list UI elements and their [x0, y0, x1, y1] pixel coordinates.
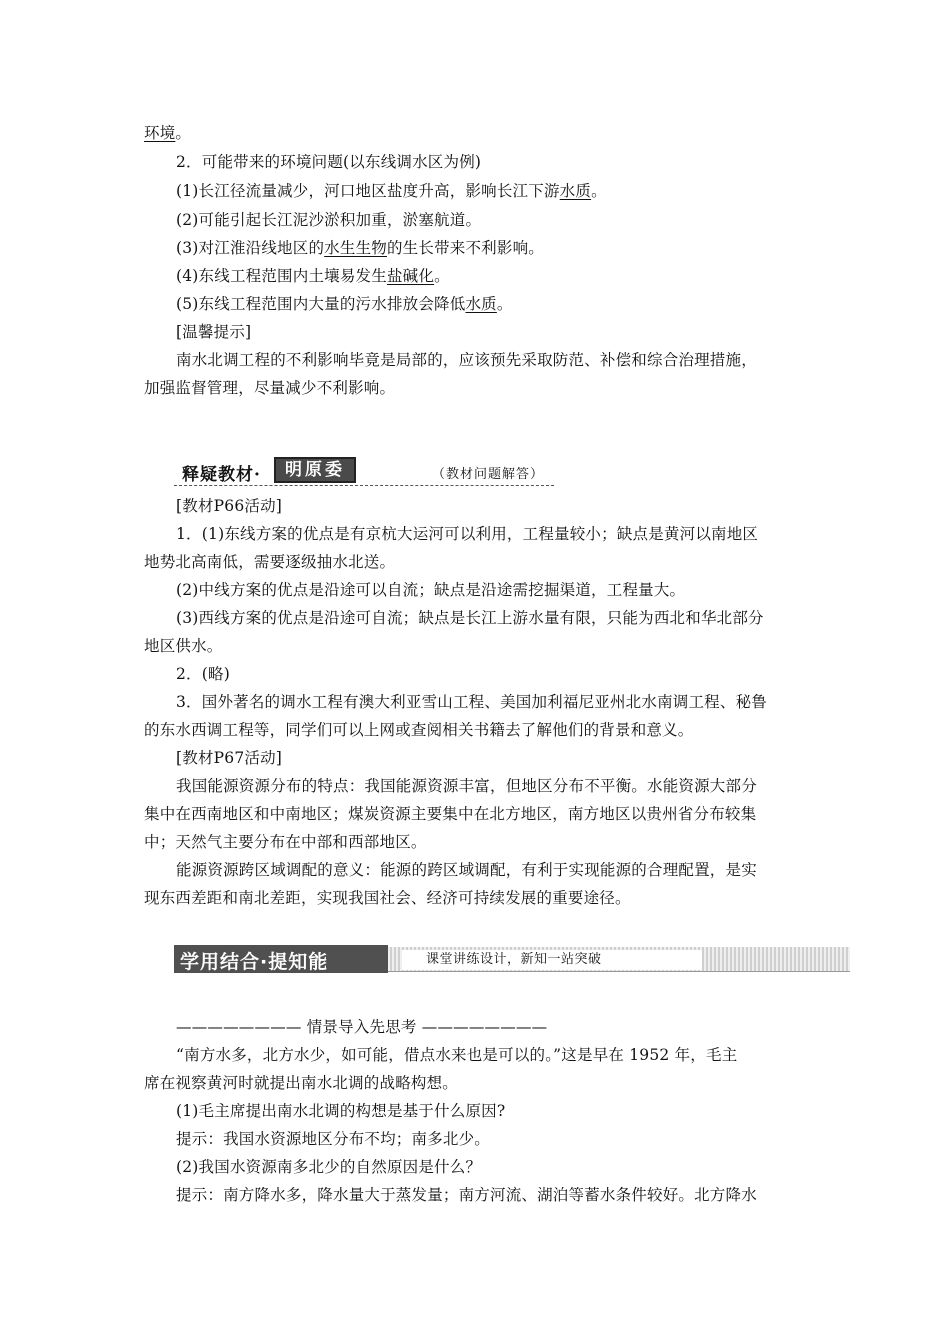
- paragraph-line: (2)中线方案的优点是沿途可以自流；缺点是沿途需挖掘渠道，工程量大。: [176, 581, 686, 599]
- divider-heading: ———————— 情景导入先思考 ————————: [176, 1018, 548, 1036]
- paragraph-line: 的东水西调工程等，同学们可以上网或查阅相关书籍去了解他们的背景和意义。: [144, 721, 694, 739]
- section-title: 2．可能带来的环境问题(以东线调水区为例): [176, 153, 482, 171]
- paragraph-line: 中；天然气主要分布在中部和西部地区。: [144, 833, 427, 851]
- paragraph-line: 3．国外著名的调水工程有澳大利亚雪山工程、美国加利福尼亚州北水南调工程、秘鲁: [176, 693, 767, 711]
- list-item: (2)可能引起长江泥沙淤积加重，淤塞航道。: [176, 211, 482, 229]
- hint: 提示：南方降水多，降水量大于蒸发量；南方河流、湖泊等蓄水条件较好。北方降水: [176, 1186, 757, 1204]
- section-header-explain: [174, 455, 554, 487]
- list-item: (1)长江径流量减少，河口地区盐度升高，影响长江下游水质。: [176, 182, 607, 200]
- paragraph-line: 南水北调工程的不利影响毕竟是局部的，应该预先采取防范、补偿和综合治理措施，: [176, 351, 757, 369]
- tip-label: [温馨提示]: [176, 323, 252, 341]
- underlined-term: 环境: [144, 124, 176, 142]
- paragraph-line: 能源资源跨区域调配的意义：能源的跨区域调配，有利于实现能源的合理配置，是实: [176, 861, 757, 879]
- dashed-divider: [174, 485, 554, 486]
- paragraph-line: (3)西线方案的优点是沿途可自流；缺点是长江上游水量有限，只能为西北和华北部分: [176, 609, 764, 627]
- question: (1)毛主席提出南水北调的构想是基于什么原因?: [176, 1102, 506, 1120]
- paragraph-line: 现东西差距和南北差距，实现我国社会、经济可持续发展的重要途径。: [144, 889, 631, 907]
- header-subtitle: （教材问题解答）: [432, 467, 545, 482]
- paragraph-line: 加强监督管理，尽量减少不利影响。: [144, 379, 396, 397]
- paragraph-line: 1．(1)东线方案的优点是有京杭大运河可以利用，工程量较小；缺点是黄河以南地区: [176, 525, 759, 543]
- paragraph-line: 2．(略): [176, 665, 230, 683]
- paragraph-line: “南方水多，北方水少，如可能，借点水来也是可以的。”这是早在 1952 年，毛主: [176, 1046, 738, 1064]
- paragraph-line: 地势北高南低，需要逐级抽水北送。: [144, 553, 396, 571]
- header-title: 释疑教材·: [182, 465, 261, 485]
- header-badge: 明原委: [274, 457, 356, 483]
- subsection-label: [教材P66活动]: [176, 497, 283, 515]
- list-item: (4)东线工程范围内土壤易发生盐碱化。: [176, 267, 450, 285]
- paragraph-line: 席在视察黄河时就提出南水北调的战略构想。: [144, 1074, 459, 1092]
- list-item: (3)对江淮沿线地区的水生生物的生长带来不利影响。: [176, 239, 544, 257]
- paragraph-line: 地区供水。: [144, 637, 223, 655]
- paragraph-line: 集中在西南地区和中南地区；煤炭资源主要集中在北方地区，南方地区以贵州省分布较集: [144, 805, 757, 823]
- header-subtitle: 课堂讲练设计，新知一站突破: [402, 950, 702, 970]
- hint: 提示：我国水资源地区分布不均；南多北少。: [176, 1130, 491, 1148]
- text-line: 环境。: [144, 124, 192, 142]
- section-header-practice: [174, 945, 850, 975]
- list-item: (5)东线工程范围内大量的污水排放会降低水质。: [176, 295, 513, 313]
- question: (2)我国水资源南多北少的自然原因是什么？: [176, 1158, 482, 1176]
- paragraph-line: 我国能源资源分布的特点：我国能源资源丰富，但地区分布不平衡。水能资源大部分: [176, 777, 757, 795]
- subsection-label: [教材P67活动]: [176, 749, 283, 767]
- header-title: 学用结合·提知能: [180, 951, 329, 973]
